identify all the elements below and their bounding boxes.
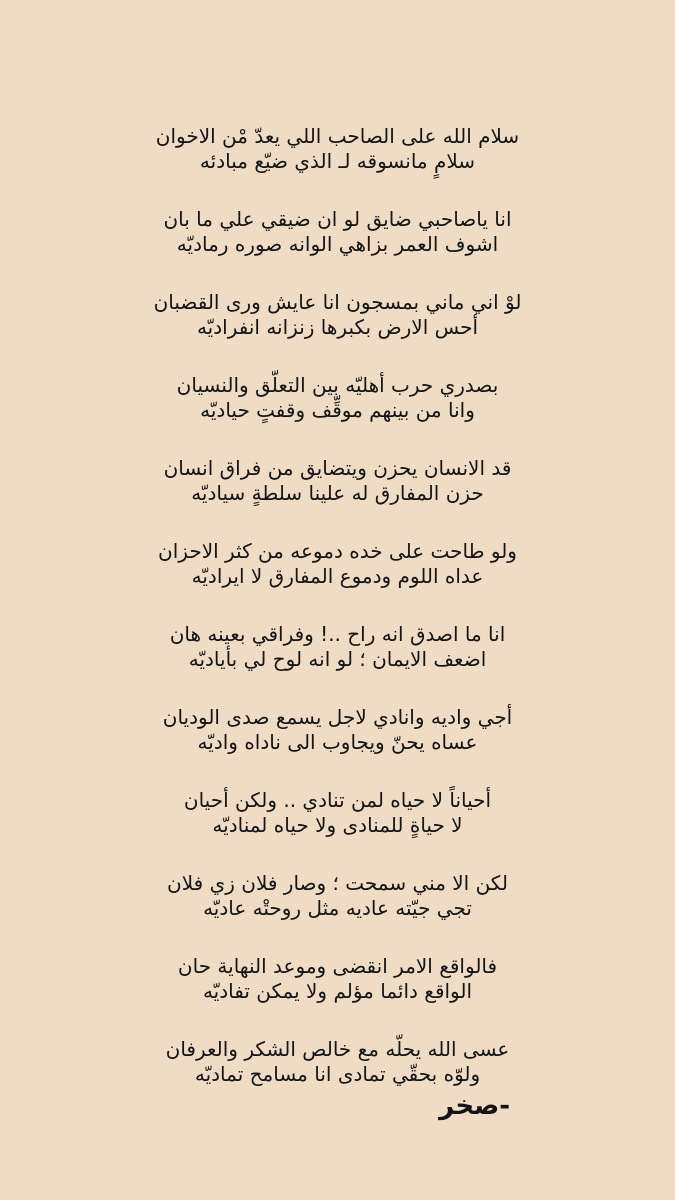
poem-line: سلام الله على الصاحب اللي يعدّ مْن الاخوان (155, 124, 520, 148)
poem-line: أجي واديه وانادي لاجل يسمع صدى الوديان (162, 705, 513, 729)
stanza-8 (0, 705, 675, 788)
poem-line: وانا من بينهم موقِّف وقفتٍ حياديّه (200, 398, 475, 422)
stanza-4 (0, 373, 675, 456)
poem-line: لوْ اني ماني بمسجون انا عايش ورى القضبان (153, 290, 522, 314)
poem-line: بصدري حرب أهليّه بين التعلّق والنسيان (176, 373, 499, 397)
stanza-9 (0, 788, 675, 871)
stanza-6 (0, 539, 675, 622)
stanza-7 (0, 622, 675, 705)
poem (0, 124, 675, 1120)
stanza-5 (0, 456, 675, 539)
poem-line: أحس الارض بكبرها زنزانه انفراديّه (196, 315, 479, 339)
poem-line: ولو طاحت على خده دموعه من كثر الاحزان (158, 539, 517, 563)
stanza-12 (0, 1037, 675, 1120)
poem-line: لا حياةٍ للمنادى ولا حياه لمناديّه (212, 813, 463, 837)
author-signature: -صخر (439, 1091, 510, 1121)
poem-line: قد الانسان يحزن ويتضايق من فراق انسان (163, 456, 512, 480)
poem-line: الواقع دائما مؤلم ولا يمكن تفاديّه (202, 979, 473, 1003)
poem-line: عسى الله يحلّه مع خالص الشكر والعرفان (165, 1037, 510, 1061)
poem-line: أحياناً لا حياه لمن تنادي .. ولكن أحيان (183, 788, 492, 812)
stanza-11 (0, 954, 675, 1037)
poem-line: انا ما اصدق انه راح ..! وفراقي بعينه هان (169, 622, 506, 646)
poem-line: حزن المفارق له علينا سلطةٍ سياديّه (191, 481, 484, 505)
stanza-3 (0, 290, 675, 373)
poem-line: فالواقع الامر انقضى وموعد النهاية حان (177, 954, 498, 978)
poem-line: سلامٍ مانسوقه لـ الذي ضيّع مبادئه (199, 149, 476, 173)
poem-line: اضعف الايمان ؛ لو انه لوح لي بأياديّه (188, 647, 487, 671)
stanza-1 (0, 124, 675, 207)
poem-line: انا ياصاحبي ضايق لو ان ضيقي علي ما بان (163, 207, 512, 231)
poem-line: عداه اللوم ودموع المفارق لا ايراديّه (191, 564, 484, 588)
poem-line: عساه يحنّ ويجاوب الى ناداه واديّه (197, 730, 478, 754)
poem-line: لكن الا مني سمحت ؛ وصار فلان زي فلان (167, 871, 508, 895)
poem-line: اشوف العمر بزاهي الوانه صوره رماديّه (176, 232, 499, 256)
stanza-10 (0, 871, 675, 954)
poem-line: تجي جيّته عاديه مثل روحتْه عاديّه (203, 896, 472, 920)
poem-line: ولوّه بحقّي تمادى انا مسامح تماديّه (194, 1062, 481, 1086)
stanza-2 (0, 207, 675, 290)
